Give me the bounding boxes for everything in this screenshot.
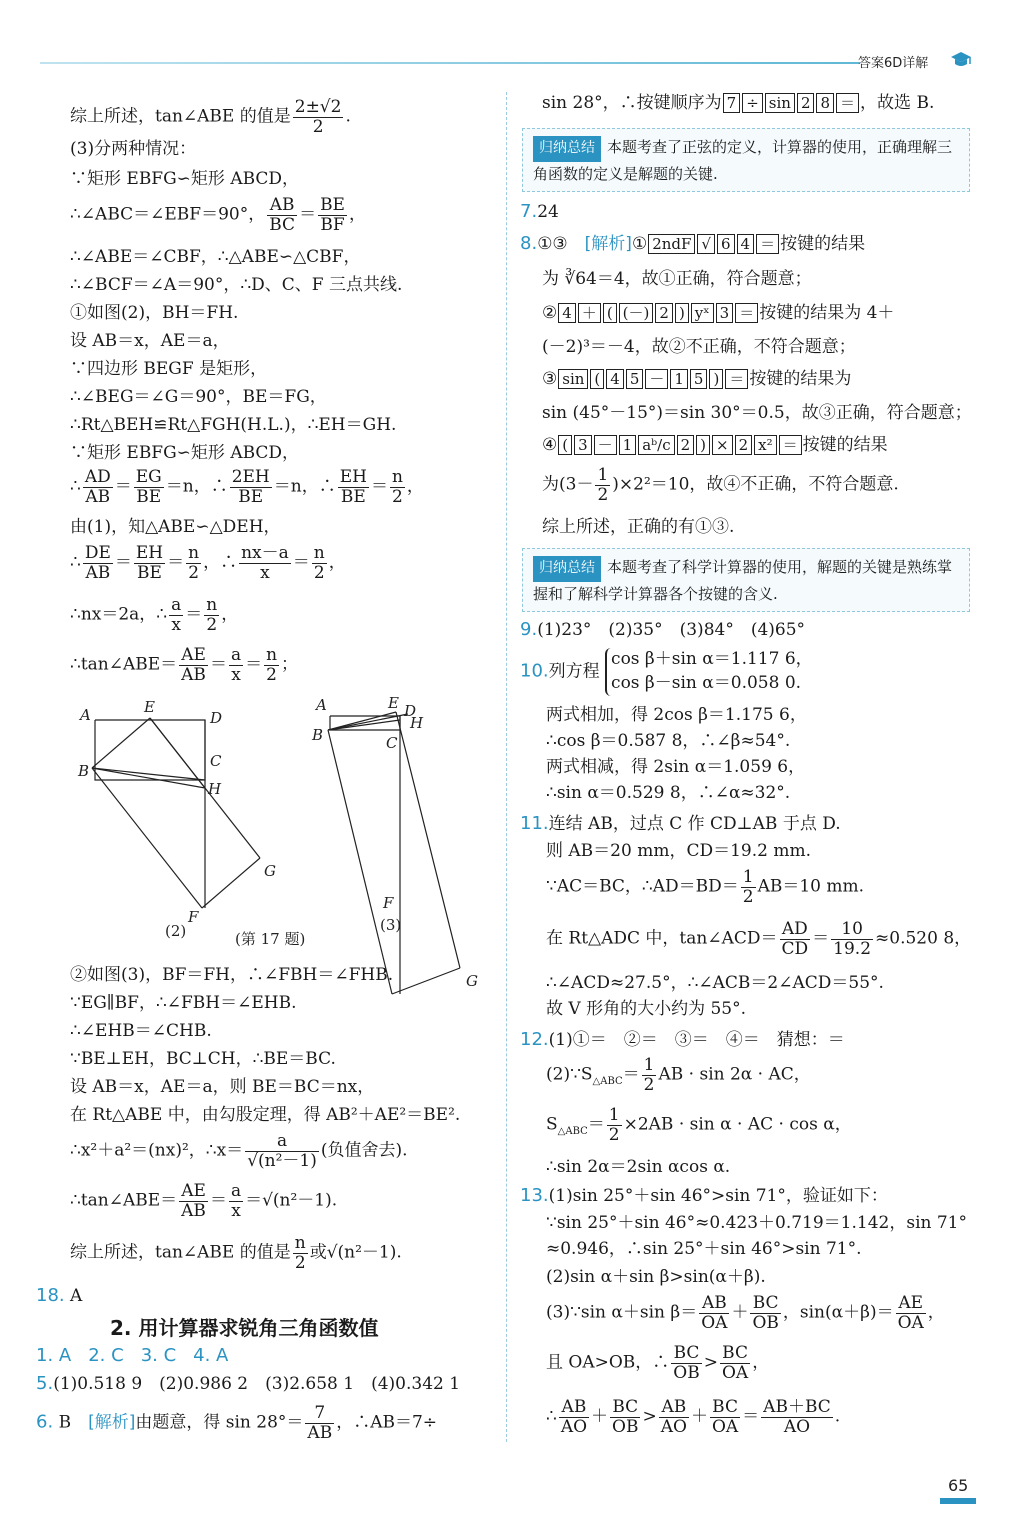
point-label: A <box>316 696 327 714</box>
point-label: B <box>78 762 90 780</box>
answer-18: 18. A <box>36 1285 83 1306</box>
line: ②如图(3)，BF＝FH，∴∠FBH＝∠FHB. <box>70 965 394 985</box>
summary-box <box>522 128 970 192</box>
line: ∴∠BEG＝∠G＝90°，BE＝FG， <box>70 387 327 407</box>
answer-8: 8.①③ [解析]① 2ndF √ 6 4 ＝ 按键的结果 <box>520 233 866 254</box>
line: sin 28°，∴按键顺序为 7 ÷ sin 2 8 ＝ ，故选 B. <box>542 93 935 113</box>
page-number: 65 <box>948 1476 969 1495</box>
line: 综上所述，正确的有①③. <box>542 517 735 537</box>
line: 综上所述，tan∠ABE 的值是 $\frac{n}{2}$ 或√(n²－1). <box>70 1233 402 1273</box>
line: ③ sin ( 4 5 － 1 5 ) ＝ 按键的结果为 <box>542 369 852 389</box>
line: ①如图(2)，BH＝FH. <box>70 303 239 323</box>
line: 为 ∛64＝4，故①正确，符合题意； <box>542 269 812 289</box>
summary-text: 本题考查了正弦的定义，计算器的使用，正确理解三角函数的定义是解题的关键. <box>533 138 953 183</box>
line: ∵sin 25°＋sin 46°≈0.423＋0.719＝1.142，sin 71° <box>546 1213 967 1233</box>
graduation-cap-icon <box>950 50 972 70</box>
line: 由(1)，知△ABE∽△DEH， <box>70 517 281 537</box>
line: 两式相加，得 2cos β＝1.175 6， <box>546 705 807 725</box>
line: ∴ $\frac{AD}{AB}$ ＝ $\frac{EG}{BE}$ ＝n，∴ $\frac{2EH}{BE}$ ＝n，∴ $\frac{EH}{BE}$ ＝ $\frac{n}{2}$ ， <box>70 467 424 507</box>
point-label: E <box>388 694 399 712</box>
answer-13: 13.(1)sin 25°＋sin 46°>sin 71°，验证如下： <box>520 1185 888 1206</box>
line: ∴∠BCF＝∠A＝90°，∴D、C、F 三点共线. <box>70 275 403 295</box>
line: ∵矩形 EBFG∽矩形 ABCD， <box>70 169 300 189</box>
line: 综上所述，tan∠ABE 的值是 $\frac{2\pm√2}{2}$ . <box>70 97 351 137</box>
line: (－2)³＝－4，故②不正确，不符合题意； <box>542 337 856 357</box>
line: ∵BE⊥EH，BC⊥CH，∴BE＝BC. <box>70 1049 336 1069</box>
answer-9: 9.(1)23° (2)35° (3)84° (4)65° <box>520 619 806 640</box>
header-label: 答案6D详解 <box>858 56 929 71</box>
figure-3-label: (3) <box>380 916 402 934</box>
line: ∴∠ACD≈27.5°，∴∠ACB＝2∠ACD＝55°. <box>546 973 884 993</box>
line: $(2)\because S_{\triangle ABC}=$ $\frac{1}{2}$ AB · sin 2α · AC， <box>546 1055 811 1095</box>
section-title: 2. 用计算器求锐角三角函数值 <box>110 1316 379 1340</box>
point-label: A <box>80 706 91 724</box>
line: ∴∠ABE＝∠CBF，∴△ABE∽△CBF， <box>70 247 361 267</box>
line: ∴tan∠ABE＝ $\frac{AE}{AB}$ ＝ $\frac{a}{x}$ ＝√(n²－1). <box>70 1181 338 1221</box>
point-label: H <box>208 780 222 798</box>
line: ④ ( 3 － 1 aᵇ/c 2 ) × 2 x² ＝ 按键的结果 <box>542 435 888 455</box>
point-label: D <box>210 709 223 727</box>
column-divider <box>506 92 507 1442</box>
line: $S_{\triangle ABC}=$ $\frac{1}{2}$ ×2AB · sin α · AC · cos α， <box>546 1105 852 1145</box>
line: 为(3－ $\frac{1}{2}$ )×2²＝10，故④不正确，不符合题意. <box>542 465 899 505</box>
figure-caption: (第 17 题) <box>235 930 306 948</box>
line: ∴∠ABC＝∠EBF＝90°， $\frac{AB}{BC}$ ＝ $\frac{BE}{BF}$ ， <box>70 195 366 235</box>
line: (3)∵sin α＋sin β＝ $\frac{AB}{OA}$ ＋ $\frac{BC}{OB}$ ，sin(α＋β)＝ $\frac{AE}{OA}$ ， <box>546 1293 945 1333</box>
line: 在 Rt△ABE 中，由勾股定理，得 AB²＋AE²＝BE². <box>70 1105 461 1125</box>
line: ∴x²＋a²＝(nx)²，∴x＝ $\frac{a}{\text{√(n²－1)}}$ (负值舍去). <box>70 1131 408 1171</box>
point-label: B <box>312 726 324 744</box>
answer-5: 5.(1)0.518 9 (2)0.986 2 (3)2.658 1 (4)0.342 1 <box>36 1373 461 1394</box>
line: ∴∠EHB＝∠CHB. <box>70 1021 212 1041</box>
line: ∴ $\frac{DE}{AB}$ ＝ $\frac{EH}{BE}$ ＝ $\frac{n}{2}$ ，∴ $\frac{nx-a}{x}$ ＝ $\frac{n}{2}$ ， <box>70 543 346 583</box>
line: ∴sin α＝0.529 8，∴∠α≈32°. <box>546 783 791 803</box>
line: ∴sin 2α＝2sin αcos α. <box>546 1157 731 1177</box>
line: (2)sin α＋sin β>sin(α＋β). <box>546 1267 766 1287</box>
line: 在 Rt△ADC 中，tan∠ACD＝ $\frac{AD}{CD}$ ＝ $\frac{10}{19.2}$ ≈0.520 8， <box>546 919 972 959</box>
line: 则 AB＝20 mm，CD＝19.2 mm. <box>546 841 811 861</box>
summary-box <box>522 548 970 612</box>
answers-1-4: 1. A 2. C 3. C 4. A <box>36 1345 229 1366</box>
line: ∴cos β＝0.587 8，∴∠β≈54°. <box>546 731 791 751</box>
answer-6: 6. B [解析]由题意，得 sin 28°＝ $\frac{7}{AB}$ ，∴AB＝7÷ <box>36 1403 438 1443</box>
line: (3)分两种情况： <box>70 139 197 159</box>
line: 且 OA>OB，∴ $\frac{BC}{OB}$ > $\frac{BC}{OA}$ ， <box>546 1343 770 1383</box>
point-label: F <box>383 894 394 912</box>
line: 设 AB＝x，AE＝a，则 BE＝BC＝nx， <box>70 1077 375 1097</box>
answer-11: 11.连结 AB，过点 C 作 CD⊥AB 于点 D. <box>520 813 841 834</box>
point-label: G <box>466 972 478 990</box>
line: ∴tan∠ABE＝ $\frac{AE}{AB}$ ＝ $\frac{a}{x}$ ＝ $\frac{n}{2}$ ； <box>70 645 299 685</box>
point-label: H <box>410 714 424 732</box>
point-label: F <box>188 908 199 926</box>
answer-12: 12.(1)①＝ ②＝ ③＝ ④＝ 猜想：＝ <box>520 1029 845 1050</box>
line: ∵四边形 BEGF 是矩形， <box>70 359 268 379</box>
header-rule <box>40 62 860 64</box>
line: 故 V 形角的大小约为 55°. <box>546 999 747 1019</box>
line: ≈0.946，∴sin 25°＋sin 46°>sin 71°. <box>546 1239 862 1259</box>
summary-text: 本题考查了科学计算器的使用，解题的关键是熟练掌握和了解科学计算器各个按键的含义. <box>533 558 953 603</box>
line: ∴nx＝2a，∴ $\frac{a}{x}$ ＝ $\frac{n}{2}$ ， <box>70 595 239 635</box>
answer-10: 10.列方程 cos β＋sin α＝1.117 6， cos β－sin α＝0.058 0. <box>520 648 813 696</box>
point-label: E <box>144 698 155 716</box>
line: 设 AB＝x，AE＝a， <box>70 331 230 351</box>
line: ∵EG∥BF，∴∠FBH＝∠EHB. <box>70 993 297 1013</box>
point-label: D <box>404 702 417 720</box>
point-label: C <box>386 734 398 752</box>
summary-tag: 归纳总结 <box>533 556 601 582</box>
line: ∵AC＝BC，∴AD＝BD＝ $\frac{1}{2}$ AB＝10 mm. <box>546 867 865 907</box>
line: ② 4 ＋ ( (－) 2 ) yˣ 3 ＝ 按键的结果为 4＋ <box>542 303 895 323</box>
line: ∴Rt△BEH≌Rt△FGH(H.L.)，∴EH＝GH. <box>70 415 397 435</box>
point-label: C <box>210 752 222 770</box>
answer-7: 7.24 <box>520 201 559 222</box>
line: ∴ $\frac{AB}{AO}$ ＋ $\frac{BC}{OB}$ > $\frac{AB}{AO}$ ＋ $\frac{BC}{OA}$ ＝ $\frac{AB+BC}{AO}$ . <box>546 1397 841 1437</box>
line: 两式相减，得 2sin α＝1.059 6， <box>546 757 806 777</box>
line: ∵矩形 EBFG∽矩形 ABCD， <box>70 443 300 463</box>
line: sin (45°－15°)＝sin 30°＝0.5，故③正确，符合题意； <box>542 403 972 423</box>
summary-tag: 归纳总结 <box>533 136 601 162</box>
figure-17-bottom <box>70 868 490 958</box>
point-label: G <box>264 862 276 880</box>
figure-2-label: (2) <box>165 922 187 940</box>
page-number-bar <box>940 1498 976 1504</box>
